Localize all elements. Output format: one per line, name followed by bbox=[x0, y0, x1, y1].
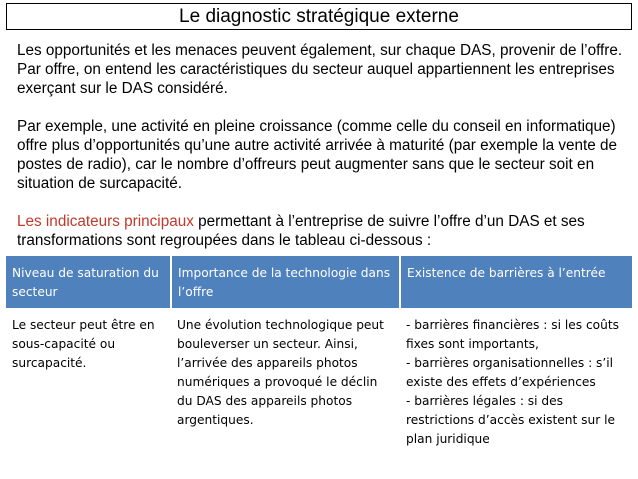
indicators-table bbox=[6, 256, 632, 449]
table-row bbox=[6, 309, 632, 449]
header-technologie: Importance de la technologie dans l’offre bbox=[171, 256, 400, 309]
cell-technologie: Une évolution technologique peut bouleverser un secteur. Ainsi, l’arrivée des appareils photos numériques a provoqué le déclin du DAS des appareils photos argentiques. bbox=[171, 309, 400, 449]
cell-barrieres bbox=[400, 309, 632, 449]
table-header-row bbox=[6, 256, 632, 309]
barriere-organisationnelle: - barrières organisationnelles : s’il existe des effets d’expériences bbox=[406, 356, 614, 389]
paragraph-exemple: Par exemple, une activité en pleine croissance (comme celle du conseil en informatique) offre plus d’opportunités qu’une autre activité arrivée à maturité (par exemple la vente de postes de radio), car le nombre d’offreurs peut augmenter sans que le secteur soit en situation de surcapacité. bbox=[17, 118, 618, 192]
header-saturation: Niveau de saturation du secteur bbox=[6, 256, 171, 309]
barriere-financiere: - barrières financières : si les coûts fixes sont importants, bbox=[406, 318, 619, 351]
indicateurs-rest: permettant à l’entreprise de suivre l’offre d’un DAS et ses transformations sont regroupées dans le tableau ci-dessous : bbox=[17, 213, 585, 249]
paragraph-offre: Les opportunités et les menaces peuvent également, sur chaque DAS, provenir de l’offre. Par offre, on entend les caractéristiques du secteur auquel appartiennent les entreprises exerçant sur le DAS considéré. bbox=[17, 42, 623, 97]
paragraph-indicateurs bbox=[17, 212, 627, 250]
header-barrieres: Existence de barrières à l’entrée bbox=[400, 256, 632, 309]
barriere-legale: - barrières légales : si des restrictions d’accès existent sur le plan juridique bbox=[406, 394, 615, 446]
slide-title: Le diagnostic stratégique externe bbox=[6, 3, 632, 30]
cell-saturation: Le secteur peut être en sous-capacité ou surcapacité. bbox=[6, 309, 171, 449]
slide-body bbox=[17, 41, 627, 250]
indicateurs-highlight: Les indicateurs principaux bbox=[17, 213, 194, 230]
